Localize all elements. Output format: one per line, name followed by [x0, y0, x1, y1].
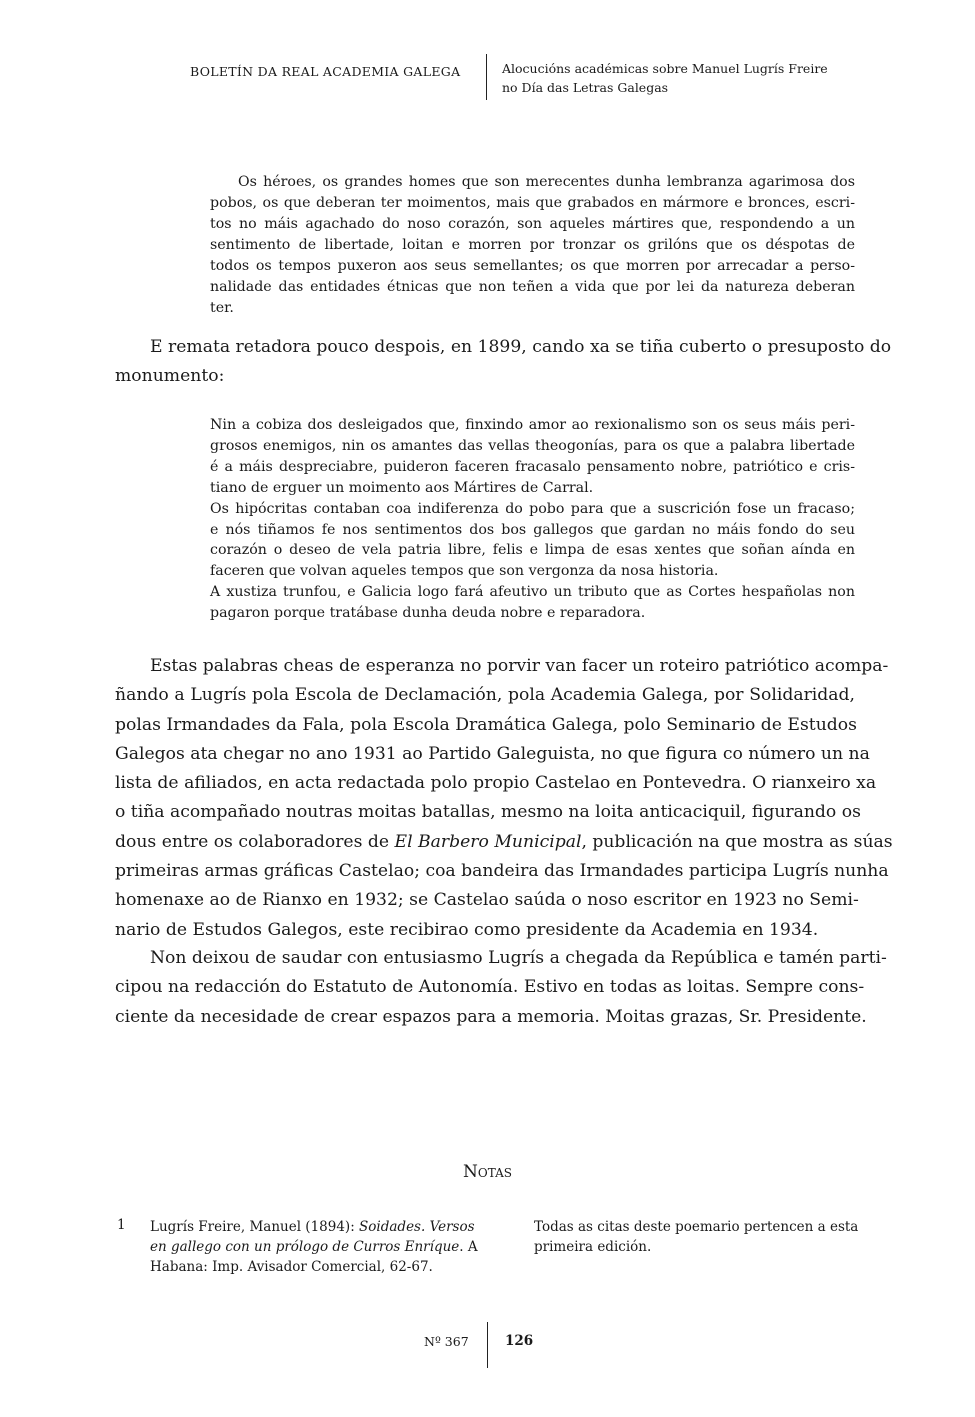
italic-text: El Barbero Municipal [394, 831, 582, 852]
text-line: Non deixou de saudar con entusiasmo Lugrís a chegada da República e tamén parti- [150, 948, 887, 968]
block-quote-1 [210, 172, 855, 319]
text-line: Habana: Imp. Avisador Comercial, 62-67. [150, 1259, 433, 1275]
text-line: corazón o deseo de vela patria libre, felis e limpa de esas xentes que soñan aínda en [210, 542, 855, 559]
text-segment: , publicación na que mostra as súas [581, 831, 893, 852]
issue-number: Nº 367 [424, 1334, 469, 1349]
text-segment: dous entre os colaboradores de [115, 831, 395, 852]
text-line: lista de afiliados, en acta redactada polo propio Castelao en Pontevedra. O rianxeiro xa [115, 773, 877, 794]
text-line: ter. [210, 300, 234, 316]
text-line [150, 1217, 475, 1237]
text-line: Galegos ata chegar no ano 1931 ao Partido Galeguista, no que figura co número un na [115, 743, 870, 764]
text-line: monumento: [115, 366, 225, 386]
text-line: primeiras armas gráficas Castelao; coa bandeira das Irmandades participa Lugrís nunha [115, 861, 889, 882]
block-quote-2 [210, 415, 855, 624]
text-line: Os héroes, os grandes homes que son merecentes dunha lembranza agarimosa dos [238, 174, 855, 190]
text-line: faceren que volvan aqueles tempos que son vergonza da nosa historia. [210, 563, 719, 580]
journal-title: BOLETÍN DA REAL ACADEMIA GALEGA [190, 64, 461, 79]
text-line: tiano de erguer un moimento aos Mártires de Carral. [210, 479, 594, 496]
article-title-line: no Día das Letras Galegas [502, 80, 669, 95]
article-title [502, 59, 828, 97]
paragraph-1 [115, 333, 892, 391]
text-line: ñando a Lugrís pola Escola de Declamación, pola Academia Galega, por Solidaridad, [115, 685, 855, 706]
text-segment: . A [459, 1239, 478, 1255]
text-line: pagaron porque tratábase dunha deuda nobre e reparadora. [210, 605, 646, 622]
footnote-text [150, 1217, 478, 1277]
text-line: ciente da necesidade de crear espazos para a memoria. Moitas grazas, Sr. Presidente. [115, 1006, 867, 1027]
text-line: polas Irmandades da Fala, pola Escola Dramática Galega, polo Seminario de Estudos [115, 714, 857, 735]
text-line: e nós tiñamos fe nos sentimentos dos bos gallegos que gardan no máis fondo do seu [210, 521, 855, 538]
text-line: todos os tempos puxeron aos seus semellantes; os que morren por arrecadar a perso- [210, 258, 855, 274]
footnote-number: 1 [117, 1217, 126, 1233]
text-line: E remata retadora pouco despois, en 1899, cando xa se tiña cuberto o presuposto do [150, 337, 892, 357]
text-line: é a máis despreciabre, puideron faceren fracasalo pensamento nobre, patriótico e cris- [210, 458, 855, 475]
text-line: sentimento de libertade, loitan e morren por tronzar os grilóns que os déspotas de [210, 237, 855, 253]
text-line: Os hipócritas contaban coa indiferenza do pobo para que a suscrición fose un fracaso; [210, 500, 855, 517]
text-line: nalidade das entidades étnicas que non teñen a vida que por lei da natureza deberan [210, 279, 855, 295]
italic-text: Soidades. Versos [359, 1219, 475, 1235]
paragraph-3 [115, 944, 887, 1032]
text-line [115, 828, 893, 857]
text-line: Nin a cobiza dos desleigados que, finxindo amor ao rexionalismo son os seus máis peri- [210, 417, 855, 433]
text-line: primeira edición. [534, 1239, 652, 1255]
text-line: Estas palabras cheas de esperanza no porvir van facer un roteiro patriótico acompa- [150, 656, 889, 676]
text-line: A xustiza trunfou, e Galicia logo fará afeutivo un tributo que as Cortes hespañolas non [210, 584, 855, 601]
text-line: cipou na redacción do Estatuto de Autonomía. Estivo en todas as loitas. Sempre cons- [115, 977, 865, 998]
page-number: 126 [505, 1333, 534, 1349]
text-line: tos no máis agachado do noso corazón, son aqueles mártires que, respondendo a un [210, 216, 855, 232]
header-divider [486, 54, 487, 100]
text-line: Todas as citas deste poemario pertencen a esta [534, 1219, 859, 1235]
text-line: o tiña acompañado noutras moitas batallas, mesmo na loita anticaciquil, figurando os [115, 802, 861, 823]
article-title-line: Alocucións académicas sobre Manuel Lugrís Freire [502, 61, 828, 76]
text-line: nario de Estudos Galegos, este recibirao como presidente da Academia en 1934. [115, 919, 819, 940]
text-line: pobos, os que deberan ter moimentos, mais que grabados en mármore e bronces, escri- [210, 195, 855, 211]
footer-divider [487, 1322, 488, 1368]
notes-heading: Notas [463, 1162, 512, 1182]
text-segment: Lugrís Freire, Manuel (1894): [150, 1219, 360, 1235]
text-line [150, 1237, 478, 1257]
footnote-text-continued [534, 1217, 859, 1257]
italic-text: en gallego con un prólogo de Curros Enríque [150, 1239, 460, 1255]
text-line: homenaxe ao de Rianxo en 1932; se Castelao saúda o noso escritor en 1923 no Semi- [115, 890, 859, 911]
text-line: grosos enemigos, nin os amantes das vellas theogonías, para os que a palabra libertade [210, 437, 855, 454]
paragraph-2 [115, 652, 893, 945]
